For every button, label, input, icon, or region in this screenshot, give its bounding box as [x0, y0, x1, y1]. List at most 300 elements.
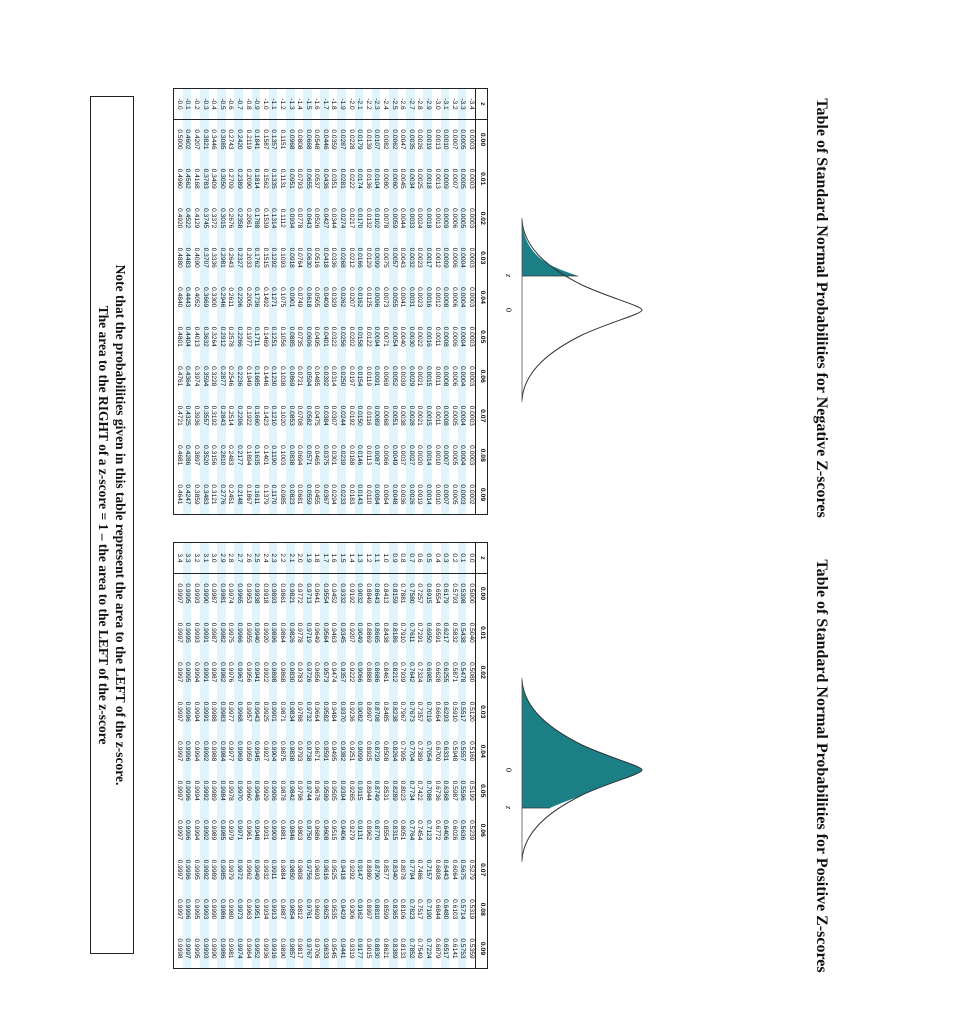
probability-cell: 0.0322 — [329, 317, 338, 357]
probability-cell: 0.9929 — [260, 771, 269, 811]
probability-cell: 0.0037 — [398, 436, 407, 476]
probability-cell: 0.0003 — [466, 436, 475, 476]
probability-cell: 0.9932 — [260, 850, 269, 890]
probability-cell: 0.0188 — [346, 436, 355, 476]
probability-cell: 0.2514 — [226, 396, 235, 436]
probability-cell: 0.0136 — [363, 159, 372, 199]
probability-cell: 0.7054 — [423, 732, 432, 772]
probability-cell: 0.9131 — [355, 811, 364, 851]
probability-cell: 0.6700 — [432, 732, 441, 772]
probability-cell: 0.9719 — [303, 613, 312, 653]
probability-cell: 0.0179 — [355, 120, 364, 160]
probability-cell: 0.2033 — [243, 238, 252, 278]
probability-cell: 0.9750 — [303, 811, 312, 851]
column-header: 0.08 — [476, 436, 488, 476]
z-value-cell: 2.4 — [260, 543, 269, 574]
probability-cell: 0.5714 — [458, 890, 467, 930]
probability-cell: 0.0537 — [312, 159, 321, 199]
probability-cell: 0.9649 — [312, 613, 321, 653]
probability-cell: 0.0793 — [295, 159, 304, 199]
probability-cell: 0.5319 — [466, 890, 475, 930]
probability-cell: 0.9616 — [320, 850, 329, 890]
probability-cell: 0.9656 — [312, 653, 321, 693]
probability-cell: 0.0008 — [441, 396, 450, 436]
probability-cell: 0.7389 — [415, 732, 424, 772]
probability-cell: 0.9993 — [200, 890, 209, 930]
table-row — [355, 89, 364, 515]
probability-cell: 0.7088 — [423, 771, 432, 811]
probability-cell: 0.0192 — [346, 396, 355, 436]
probability-cell: 0.9994 — [191, 692, 200, 732]
probability-cell: 0.9938 — [252, 574, 261, 614]
probability-cell: 0.1190 — [269, 436, 278, 476]
probability-cell: 0.9994 — [191, 811, 200, 851]
probability-cell: 0.9989 — [209, 771, 218, 811]
probability-cell: 0.5438 — [458, 613, 467, 653]
probability-cell: 0.9744 — [303, 771, 312, 811]
table-row — [260, 89, 269, 515]
probability-cell: 0.1814 — [252, 159, 261, 199]
probability-cell: 0.1562 — [260, 159, 269, 199]
probability-cell: 0.4404 — [183, 317, 192, 357]
note-line-2: The area to the RIGHT of a z-score = 1 – the area to the LEFT of the z-score — [96, 305, 111, 745]
probability-cell: 0.9812 — [295, 890, 304, 930]
probability-cell: 0.1038 — [277, 357, 286, 397]
probability-cell: 0.9406 — [338, 811, 347, 851]
z-value-cell: 2.2 — [277, 543, 286, 574]
probability-cell: 0.0062 — [389, 120, 398, 160]
probability-cell: 0.9726 — [303, 653, 312, 693]
probability-cell: 0.0113 — [363, 436, 372, 476]
z-value-cell: 1.7 — [320, 543, 329, 574]
probability-cell: 0.9608 — [320, 811, 329, 851]
probability-cell: 0.7642 — [406, 653, 415, 693]
z-value-cell: -1.9 — [338, 89, 347, 120]
probability-cell: 0.9418 — [338, 850, 347, 890]
probability-cell: 0.0078 — [380, 199, 389, 239]
probability-cell: 0.9973 — [234, 890, 243, 930]
probability-cell: 0.6141 — [449, 929, 458, 969]
probability-cell: 0.4960 — [174, 159, 183, 199]
probability-cell: 0.0019 — [423, 120, 432, 160]
probability-cell: 0.9996 — [183, 890, 192, 930]
table-row — [398, 543, 407, 969]
probability-cell: 0.9995 — [183, 574, 192, 614]
probability-cell: 0.0003 — [458, 475, 467, 515]
probability-cell: 0.6255 — [441, 653, 450, 693]
probability-cell: 0.9706 — [312, 929, 321, 969]
probability-cell: 0.9964 — [243, 929, 252, 969]
table-row — [209, 89, 218, 515]
probability-cell: 0.6879 — [432, 929, 441, 969]
probability-cell: 0.9997 — [174, 811, 183, 851]
z-value-cell: -0.6 — [226, 89, 235, 120]
z-value-cell: 0.7 — [406, 543, 415, 574]
z-value-cell: -0.8 — [243, 89, 252, 120]
probability-cell: 0.4364 — [183, 357, 192, 397]
probability-cell: 0.9997 — [174, 574, 183, 614]
z-value-cell: -1.2 — [277, 89, 286, 120]
z-value-cell: 1.9 — [303, 543, 312, 574]
probability-cell: 0.0239 — [338, 436, 347, 476]
probability-cell: 0.9980 — [226, 890, 235, 930]
probability-cell: 0.1762 — [252, 238, 261, 278]
probability-cell: 0.4207 — [191, 120, 200, 160]
probability-cell: 0.9986 — [217, 929, 226, 969]
probability-cell: 0.0274 — [338, 199, 347, 239]
positive-header-row — [476, 543, 488, 969]
probability-cell: 0.9306 — [346, 890, 355, 930]
probability-cell: 0.0281 — [338, 159, 347, 199]
z-value-cell: 1.0 — [380, 543, 389, 574]
probability-cell: 0.0869 — [286, 357, 295, 397]
z-value-cell: 3.4 — [174, 543, 183, 574]
negative-table-title: Table of Standard Normal Probabilities for Negative Z-scores — [813, 98, 830, 518]
probability-cell: 0.9996 — [183, 850, 192, 890]
probability-cell: 0.0073 — [380, 278, 389, 318]
z-value-cell: 0.5 — [423, 543, 432, 574]
probability-cell: 0.8315 — [389, 811, 398, 851]
z-value-cell: 0.6 — [415, 543, 424, 574]
probability-cell: 0.1949 — [243, 357, 252, 397]
probability-cell: 0.3264 — [209, 317, 218, 357]
z-value-cell: 1.8 — [312, 543, 321, 574]
probability-cell: 0.5000 — [174, 120, 183, 160]
probability-cell: 0.0013 — [432, 120, 441, 160]
table-row — [252, 89, 261, 515]
probability-cell: 0.9996 — [183, 692, 192, 732]
probability-cell: 0.2451 — [226, 475, 235, 515]
probability-cell: 0.9970 — [234, 771, 243, 811]
z-value-cell: -2.8 — [415, 89, 424, 120]
probability-cell: 0.7673 — [406, 692, 415, 732]
table-row — [406, 543, 415, 969]
probability-cell: 0.0051 — [389, 396, 398, 436]
probability-cell: 0.9049 — [355, 613, 364, 653]
table-row — [269, 543, 278, 969]
probability-cell: 0.9997 — [174, 732, 183, 772]
probability-cell: 0.0485 — [312, 357, 321, 397]
probability-cell: 0.5359 — [466, 929, 475, 969]
probability-cell: 0.0047 — [398, 120, 407, 160]
probability-cell: 0.9920 — [260, 613, 269, 653]
probability-cell: 0.7454 — [415, 811, 424, 851]
probability-cell: 0.2743 — [226, 120, 235, 160]
probability-cell: 0.5000 — [466, 574, 475, 614]
negative-normal-curve-figure — [492, 210, 662, 410]
probability-cell: 0.8577 — [380, 850, 389, 890]
probability-cell: 0.2912 — [217, 317, 226, 357]
probability-cell: 0.0307 — [329, 396, 338, 436]
probability-cell: 0.1711 — [252, 317, 261, 357]
probability-cell: 0.0059 — [389, 199, 398, 239]
probability-cell: 0.9963 — [243, 890, 252, 930]
probability-cell: 0.9826 — [286, 613, 295, 653]
probability-cell: 0.9953 — [243, 574, 252, 614]
probability-cell: 0.9986 — [217, 890, 226, 930]
probability-cell: 0.0040 — [398, 317, 407, 357]
z-value-cell: -1.3 — [286, 89, 295, 120]
probability-cell: 0.1736 — [252, 278, 261, 318]
probability-cell: 0.0107 — [372, 120, 381, 160]
probability-cell: 0.5040 — [466, 613, 475, 653]
probability-cell: 0.9918 — [260, 574, 269, 614]
probability-cell: 0.9961 — [243, 811, 252, 851]
probability-cell: 0.6664 — [432, 692, 441, 732]
probability-cell: 0.1131 — [277, 159, 286, 199]
probability-cell: 0.9962 — [243, 850, 252, 890]
z-value-cell: 2.3 — [269, 543, 278, 574]
probability-cell: 0.9591 — [320, 732, 329, 772]
probability-cell: 0.9992 — [200, 732, 209, 772]
probability-cell: 0.0256 — [338, 317, 347, 357]
probability-cell: 0.0202 — [346, 317, 355, 357]
probability-cell: 0.1230 — [269, 357, 278, 397]
probability-cell: 0.1151 — [277, 120, 286, 160]
probability-cell: 0.0033 — [406, 199, 415, 239]
positive-normal-curve-figure — [492, 670, 662, 870]
probability-cell: 0.7257 — [415, 574, 424, 614]
probability-cell: 0.9713 — [303, 574, 312, 614]
probability-cell: 0.0018 — [423, 159, 432, 199]
probability-cell: 0.0006 — [449, 317, 458, 357]
probability-cell: 0.0055 — [389, 278, 398, 318]
z-value-cell: -1.8 — [329, 89, 338, 120]
probability-cell: 0.0025 — [415, 159, 424, 199]
probability-cell: 0.7580 — [406, 574, 415, 614]
table-row — [338, 89, 347, 515]
probability-cell: 0.3669 — [200, 278, 209, 318]
probability-cell: 0.5871 — [449, 653, 458, 693]
probability-cell: 0.9429 — [338, 890, 347, 930]
probability-cell: 0.2483 — [226, 436, 235, 476]
probability-cell: 0.9236 — [346, 692, 355, 732]
probability-cell: 0.9990 — [200, 574, 209, 614]
probability-cell: 0.6950 — [423, 613, 432, 653]
column-header: 0.01 — [476, 159, 488, 199]
probability-cell: 0.8643 — [372, 574, 381, 614]
table-row — [449, 89, 458, 515]
probability-cell: 0.0427 — [320, 199, 329, 239]
probability-cell: 0.3192 — [209, 396, 218, 436]
probability-cell: 0.0885 — [286, 317, 295, 357]
probability-cell: 0.0548 — [312, 120, 321, 160]
probability-cell: 0.9997 — [174, 771, 183, 811]
probability-cell: 0.8365 — [389, 890, 398, 930]
probability-cell: 0.0007 — [449, 159, 458, 199]
probability-cell: 0.9974 — [234, 929, 243, 969]
probability-cell: 0.0003 — [466, 159, 475, 199]
probability-cell: 0.9887 — [277, 890, 286, 930]
probability-cell: 0.9949 — [252, 850, 261, 890]
probability-cell: 0.9664 — [312, 692, 321, 732]
probability-cell: 0.9967 — [234, 653, 243, 693]
negative-shaded-area — [522, 220, 578, 276]
probability-cell: 0.9890 — [277, 929, 286, 969]
probability-cell: 0.0367 — [320, 475, 329, 515]
probability-cell: 0.0004 — [458, 436, 467, 476]
probability-cell: 0.9988 — [209, 692, 218, 732]
probability-cell: 0.8729 — [372, 732, 381, 772]
probability-cell: 0.3745 — [200, 199, 209, 239]
probability-cell: 0.3156 — [209, 436, 218, 476]
probability-cell: 0.0721 — [295, 357, 304, 397]
probability-cell: 0.0217 — [346, 199, 355, 239]
table-row — [346, 89, 355, 515]
probability-cell: 0.4641 — [174, 475, 183, 515]
probability-cell: 0.9951 — [252, 890, 261, 930]
negative-table-body — [174, 89, 476, 515]
probability-cell: 0.2327 — [234, 238, 243, 278]
probability-cell: 0.9893 — [269, 574, 278, 614]
probability-cell: 0.3409 — [209, 159, 218, 199]
probability-cell: 0.9732 — [303, 692, 312, 732]
probability-cell: 0.0197 — [346, 357, 355, 397]
table-row — [389, 543, 398, 969]
probability-cell: 0.0044 — [398, 199, 407, 239]
probability-cell: 0.0735 — [295, 317, 304, 357]
probability-cell: 0.9984 — [217, 732, 226, 772]
table-row — [329, 89, 338, 515]
probability-cell: 0.6443 — [441, 850, 450, 890]
probability-cell: 0.9699 — [312, 890, 321, 930]
column-header: 0.02 — [476, 199, 488, 239]
probability-cell: 0.9992 — [200, 771, 209, 811]
probability-cell: 0.9990 — [209, 929, 218, 969]
probability-cell: 0.8238 — [389, 692, 398, 732]
probability-cell: 0.1112 — [277, 199, 286, 239]
table-row — [286, 89, 295, 515]
probability-cell: 0.7422 — [415, 771, 424, 811]
probability-cell: 0.6591 — [432, 613, 441, 653]
table-row — [183, 89, 192, 515]
probability-cell: 0.3974 — [191, 357, 200, 397]
probability-cell: 0.8289 — [389, 771, 398, 811]
probability-cell: 0.9015 — [363, 929, 372, 969]
probability-cell: 0.0475 — [312, 396, 321, 436]
probability-cell: 0.6480 — [441, 890, 450, 930]
z-column-header: z — [476, 89, 488, 120]
probability-cell: 0.0375 — [320, 436, 329, 476]
z-value-cell: 3.0 — [209, 543, 218, 574]
probability-cell: 0.9982 — [217, 653, 226, 693]
probability-cell: 0.2643 — [226, 238, 235, 278]
probability-cell: 0.4129 — [191, 199, 200, 239]
probability-cell: 0.0005 — [458, 159, 467, 199]
probability-cell: 0.9990 — [209, 890, 218, 930]
probability-cell: 0.9382 — [338, 732, 347, 772]
negative-z-table — [173, 88, 488, 515]
probability-cell: 0.2206 — [234, 396, 243, 436]
table-row — [312, 89, 321, 515]
probability-cell: 0.1020 — [277, 396, 286, 436]
probability-cell: 0.0110 — [363, 475, 372, 515]
probability-cell: 0.7823 — [406, 890, 415, 930]
probability-cell: 0.9884 — [277, 850, 286, 890]
probability-cell: 0.7881 — [398, 574, 407, 614]
probability-cell: 0.0002 — [466, 475, 475, 515]
probability-cell: 0.3446 — [209, 120, 218, 160]
probability-cell: 0.7291 — [415, 613, 424, 653]
probability-cell: 0.1170 — [269, 475, 278, 515]
probability-cell: 0.5636 — [458, 811, 467, 851]
probability-cell: 0.8962 — [363, 811, 372, 851]
z-value-cell: -1.7 — [320, 89, 329, 120]
probability-cell: 0.0643 — [303, 199, 312, 239]
probability-cell: 0.9265 — [346, 771, 355, 811]
probability-cell: 0.0016 — [423, 317, 432, 357]
probability-cell: 0.0012 — [432, 278, 441, 318]
probability-cell: 0.7123 — [423, 811, 432, 851]
probability-cell: 0.0594 — [303, 357, 312, 397]
probability-cell: 0.9982 — [217, 613, 226, 653]
probability-cell: 0.0344 — [329, 199, 338, 239]
probability-cell: 0.9968 — [234, 692, 243, 732]
probability-cell: 0.8186 — [389, 613, 398, 653]
probability-cell: 0.9972 — [234, 850, 243, 890]
probability-cell: 0.0212 — [346, 238, 355, 278]
probability-cell: 0.9981 — [217, 574, 226, 614]
positive-curve-label-zero: 0 — [504, 768, 513, 772]
probability-cell: 0.0069 — [380, 357, 389, 397]
probability-cell: 0.9996 — [183, 811, 192, 851]
table-row — [191, 543, 200, 969]
probability-cell: 0.3372 — [209, 199, 218, 239]
table-row — [191, 89, 200, 515]
probability-cell: 0.9946 — [252, 771, 261, 811]
probability-cell: 0.2611 — [226, 278, 235, 318]
probability-cell: 0.3859 — [191, 475, 200, 515]
column-header: 0.04 — [476, 278, 488, 318]
probability-cell: 0.7611 — [406, 613, 415, 653]
probability-cell: 0.0749 — [295, 278, 304, 318]
probability-cell: 0.9991 — [200, 613, 209, 653]
probability-cell: 0.0023 — [415, 238, 424, 278]
z-value-cell: 2.1 — [286, 543, 295, 574]
probability-cell: 0.9943 — [252, 692, 261, 732]
probability-cell: 0.8621 — [380, 929, 389, 969]
positive-table-body — [174, 543, 476, 969]
z-value-cell: -2.1 — [355, 89, 364, 120]
probability-cell: 0.7995 — [398, 732, 407, 772]
probability-cell: 0.0559 — [303, 475, 312, 515]
probability-cell: 0.0091 — [372, 357, 381, 397]
probability-cell: 0.8708 — [372, 692, 381, 732]
probability-cell: 0.1093 — [277, 238, 286, 278]
probability-cell: 0.0082 — [380, 120, 389, 160]
probability-cell: 0.6368 — [441, 771, 450, 811]
probability-cell: 0.9332 — [338, 574, 347, 614]
z-value-cell: 0.3 — [441, 543, 450, 574]
probability-cell: 0.9906 — [269, 771, 278, 811]
probability-cell: 0.0008 — [441, 317, 450, 357]
probability-cell: 0.2177 — [234, 436, 243, 476]
probability-cell: 0.5199 — [466, 771, 475, 811]
probability-cell: 0.0571 — [303, 436, 312, 476]
table-row — [415, 543, 424, 969]
probability-cell: 0.0057 — [389, 238, 398, 278]
probability-cell: 0.0116 — [363, 396, 372, 436]
z-value-cell: -2.3 — [372, 89, 381, 120]
probability-cell: 0.1251 — [269, 317, 278, 357]
probability-cell: 0.4013 — [191, 317, 200, 357]
probability-cell: 0.8749 — [372, 771, 381, 811]
probability-cell: 0.9978 — [226, 771, 235, 811]
probability-cell: 0.9878 — [277, 771, 286, 811]
probability-cell: 0.9857 — [286, 929, 295, 969]
probability-cell: 0.9959 — [243, 732, 252, 772]
probability-cell: 0.2420 — [234, 120, 243, 160]
